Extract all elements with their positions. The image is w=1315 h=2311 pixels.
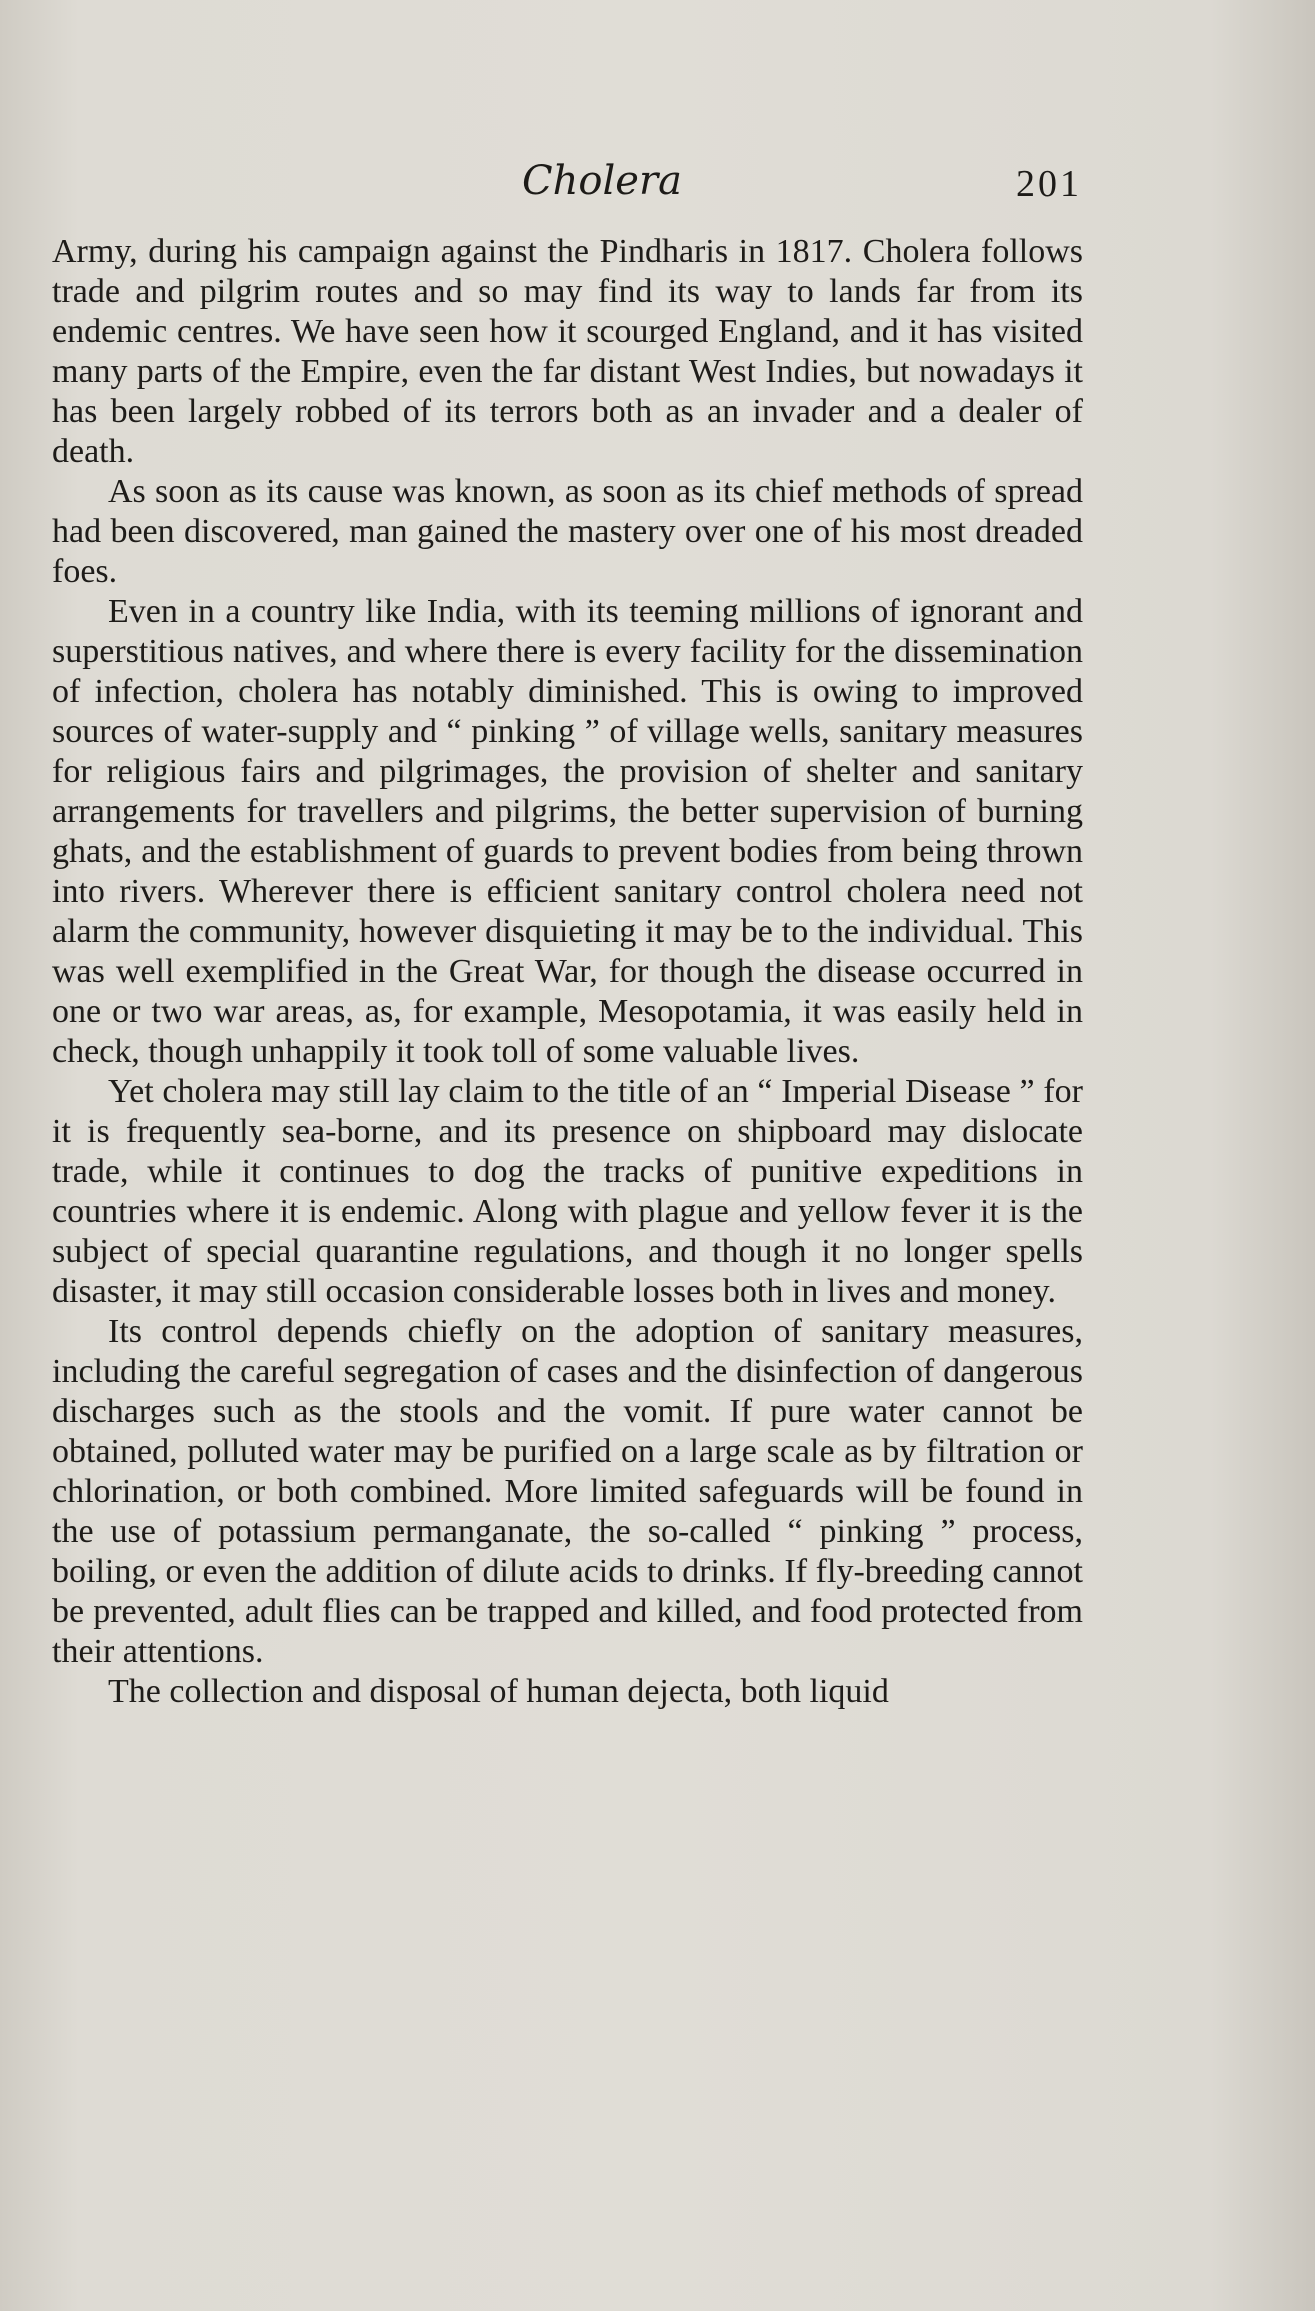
body-text: [52, 232, 1083, 1712]
paragraph-continued: Army, during his campaign against the Pindharis in 1817. Cholera follows trade and pilgrim routes and so may find its way to lands far from its endemic centres. We have seen how it scourged England, and it has visited many parts of the Empire, even the far distant West Indies, but nowadays it has been largely robbed of its terrors both as an invader and a dealer of death.: [52, 233, 1083, 470]
paragraph: Yet cholera may still lay claim to the title of an “ Imperial Disease ” for it is frequently sea-borne, and its presence on shipboard may dislocate trade, while it continues to dog the tracks of punitive expeditions in countries where it is endemic. Along with plague and yellow fever it is the subject of special quarantine regulations, and though it no longer spells disaster, it may still occasion considerable losses both in lives and money.: [52, 1073, 1083, 1310]
paragraph-final: The collection and disposal of human dejecta, both liquid: [108, 1673, 889, 1710]
paragraph: Its control depends chiefly on the adoption of sanitary measures, including the careful segregation of cases and the disinfection of dangerous discharges such as the stools and the vomit. If pure water cannot be obtained, polluted water may be purified on a large scale as by filtration or chlorination, or both combined. More limited safeguards will be found in the use of potassium permanganate, the so-called “ pinking ” process, boiling, or even the addition of dilute acids to drinks. If fly-breeding cannot be prevented, adult flies can be trapped and killed, and food protected from their attentions.: [52, 1313, 1083, 1670]
paragraph: As soon as its cause was known, as soon as its chief methods of spread had been discovered, man gained the mastery over one of his most dreaded foes.: [52, 473, 1083, 590]
page-number: 201: [1016, 163, 1082, 205]
running-head: [52, 158, 1082, 218]
paragraph: Even in a country like India, with its teeming millions of ignorant and superstitious natives, and where there is every facility for the dissemination of infection, cholera has notably diminished. This is owing to improved sources of water-supply and “ pinking ” of village wells, sanitary measures for religious fairs and pilgrimages, the provision of shelter and sanitary arrangements for travellers and pilgrims, the better supervision of burning ghats, and the establishment of guards to prevent bodies from being thrown into rivers. Wherever there is efficient sanitary control cholera need not alarm the community, however disquieting it may be to the individual. This was well exemplified in the Great War, for though the disease occurred in one or two war areas, as, for example, Mesopotamia, it was easily held in check, though unhappily it took toll of some valuable lives.: [52, 593, 1083, 1070]
running-title: Cholera: [522, 158, 682, 204]
